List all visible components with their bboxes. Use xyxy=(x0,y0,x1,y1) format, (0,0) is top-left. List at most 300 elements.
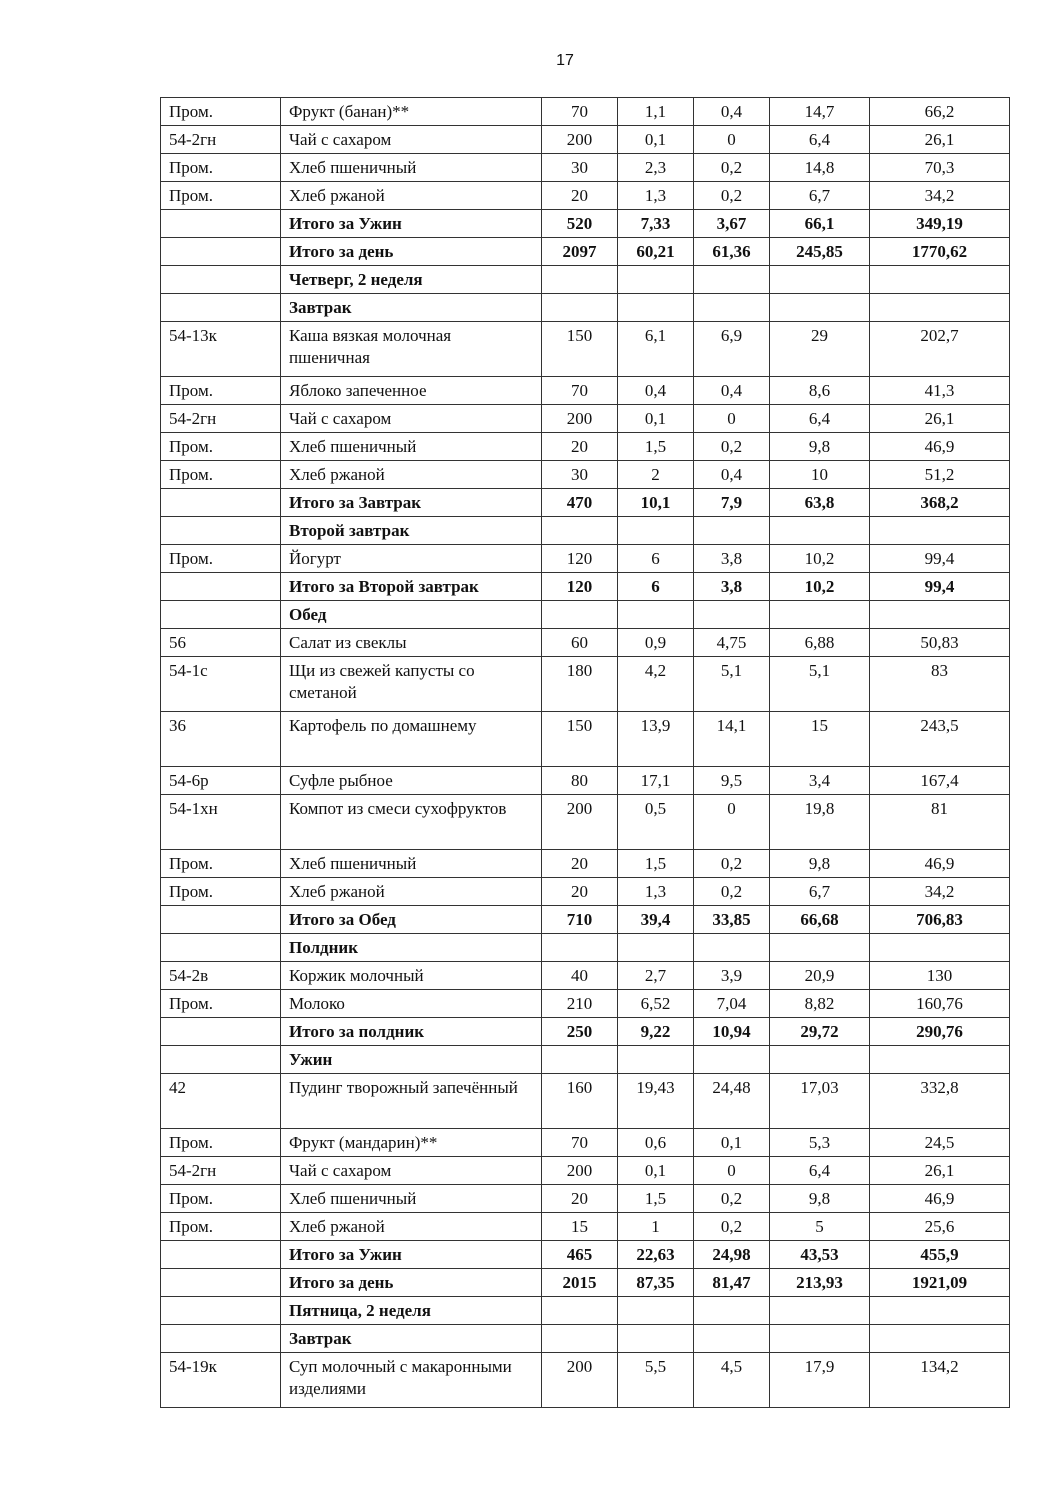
fat-cell: 0 xyxy=(694,795,770,850)
energy-cell xyxy=(870,1297,1010,1325)
carbs-cell: 29,72 xyxy=(770,1018,870,1046)
carbs-cell xyxy=(770,294,870,322)
energy-cell: 368,2 xyxy=(870,489,1010,517)
dish-name-cell: Щи из свежей капусты со сметаной xyxy=(281,657,542,712)
carbs-cell: 14,7 xyxy=(770,98,870,126)
portion-cell: 70 xyxy=(542,98,618,126)
portion-cell xyxy=(542,1297,618,1325)
protein-cell: 2,3 xyxy=(618,154,694,182)
dish-name-cell: Картофель по домашнему xyxy=(281,712,542,767)
portion-cell: 20 xyxy=(542,182,618,210)
fat-cell: 0,1 xyxy=(694,1129,770,1157)
dish-name-cell: Итого за день xyxy=(281,238,542,266)
protein-cell: 0,1 xyxy=(618,126,694,154)
recipe-code-cell xyxy=(161,1297,281,1325)
table-row xyxy=(161,98,1010,126)
carbs-cell: 10 xyxy=(770,461,870,489)
fat-cell: 24,48 xyxy=(694,1074,770,1129)
table-row xyxy=(161,934,1010,962)
carbs-cell: 15 xyxy=(770,712,870,767)
portion-cell: 30 xyxy=(542,154,618,182)
fat-cell xyxy=(694,934,770,962)
recipe-code-cell xyxy=(161,1325,281,1353)
table-row xyxy=(161,461,1010,489)
table-row xyxy=(161,850,1010,878)
carbs-cell: 6,4 xyxy=(770,126,870,154)
energy-cell: 66,2 xyxy=(870,98,1010,126)
portion-cell: 30 xyxy=(542,461,618,489)
portion-cell: 465 xyxy=(542,1241,618,1269)
carbs-cell: 9,8 xyxy=(770,1185,870,1213)
fat-cell: 0,4 xyxy=(694,98,770,126)
recipe-code-cell xyxy=(161,238,281,266)
portion-cell xyxy=(542,934,618,962)
dish-name-cell: Ужин xyxy=(281,1046,542,1074)
carbs-cell: 20,9 xyxy=(770,962,870,990)
energy-cell: 51,2 xyxy=(870,461,1010,489)
carbs-cell: 5,3 xyxy=(770,1129,870,1157)
energy-cell xyxy=(870,517,1010,545)
recipe-code-cell: Пром. xyxy=(161,461,281,489)
table-row xyxy=(161,601,1010,629)
dish-name-cell: Обед xyxy=(281,601,542,629)
table-row xyxy=(161,322,1010,377)
dish-name-cell: Хлеб ржаной xyxy=(281,878,542,906)
table-row xyxy=(161,154,1010,182)
recipe-code-cell xyxy=(161,1269,281,1297)
fat-cell: 0,2 xyxy=(694,1185,770,1213)
carbs-cell: 213,93 xyxy=(770,1269,870,1297)
fat-cell xyxy=(694,517,770,545)
recipe-code-cell: Пром. xyxy=(161,1129,281,1157)
protein-cell: 19,43 xyxy=(618,1074,694,1129)
protein-cell: 1,3 xyxy=(618,182,694,210)
carbs-cell xyxy=(770,601,870,629)
fat-cell: 81,47 xyxy=(694,1269,770,1297)
energy-cell xyxy=(870,1325,1010,1353)
dish-name-cell: Хлеб ржаной xyxy=(281,182,542,210)
energy-cell: 455,9 xyxy=(870,1241,1010,1269)
carbs-cell: 14,8 xyxy=(770,154,870,182)
energy-cell: 24,5 xyxy=(870,1129,1010,1157)
recipe-code-cell: 54-2гн xyxy=(161,1157,281,1185)
table-row xyxy=(161,1241,1010,1269)
table-row xyxy=(161,629,1010,657)
fat-cell: 0,2 xyxy=(694,433,770,461)
protein-cell: 5,5 xyxy=(618,1353,694,1408)
table-row xyxy=(161,266,1010,294)
dish-name-cell: Пятница, 2 неделя xyxy=(281,1297,542,1325)
portion-cell: 2015 xyxy=(542,1269,618,1297)
fat-cell: 0 xyxy=(694,126,770,154)
recipe-code-cell xyxy=(161,906,281,934)
protein-cell xyxy=(618,1046,694,1074)
table-row xyxy=(161,795,1010,850)
fat-cell xyxy=(694,294,770,322)
protein-cell: 1,5 xyxy=(618,850,694,878)
portion-cell: 80 xyxy=(542,767,618,795)
table-row xyxy=(161,433,1010,461)
fat-cell xyxy=(694,601,770,629)
fat-cell: 6,9 xyxy=(694,322,770,377)
recipe-code-cell: 54-6р xyxy=(161,767,281,795)
protein-cell: 1,5 xyxy=(618,1185,694,1213)
fat-cell: 0,2 xyxy=(694,878,770,906)
carbs-cell: 5 xyxy=(770,1213,870,1241)
portion-cell: 200 xyxy=(542,405,618,433)
carbs-cell xyxy=(770,1046,870,1074)
dish-name-cell: Чай с сахаром xyxy=(281,126,542,154)
fat-cell xyxy=(694,266,770,294)
fat-cell: 4,5 xyxy=(694,1353,770,1408)
portion-cell: 160 xyxy=(542,1074,618,1129)
carbs-cell: 6,4 xyxy=(770,405,870,433)
dish-name-cell: Чай с сахаром xyxy=(281,1157,542,1185)
protein-cell: 1,3 xyxy=(618,878,694,906)
protein-cell: 2 xyxy=(618,461,694,489)
protein-cell xyxy=(618,294,694,322)
dish-name-cell: Суп молочный с макаронными изделиями xyxy=(281,1353,542,1408)
portion-cell: 250 xyxy=(542,1018,618,1046)
fat-cell: 0,4 xyxy=(694,377,770,405)
table-row xyxy=(161,1353,1010,1408)
portion-cell xyxy=(542,1046,618,1074)
recipe-code-cell: Пром. xyxy=(161,154,281,182)
recipe-code-cell: Пром. xyxy=(161,850,281,878)
portion-cell: 20 xyxy=(542,433,618,461)
dish-name-cell: Итого за Ужин xyxy=(281,210,542,238)
dish-name-cell: Хлеб пшеничный xyxy=(281,433,542,461)
fat-cell xyxy=(694,1297,770,1325)
table-row xyxy=(161,1129,1010,1157)
fat-cell: 0,2 xyxy=(694,1213,770,1241)
portion-cell: 520 xyxy=(542,210,618,238)
table-row xyxy=(161,210,1010,238)
energy-cell: 46,9 xyxy=(870,1185,1010,1213)
carbs-cell xyxy=(770,517,870,545)
energy-cell xyxy=(870,934,1010,962)
energy-cell: 34,2 xyxy=(870,182,1010,210)
protein-cell: 39,4 xyxy=(618,906,694,934)
energy-cell: 46,9 xyxy=(870,850,1010,878)
fat-cell: 9,5 xyxy=(694,767,770,795)
table-row xyxy=(161,405,1010,433)
table-row xyxy=(161,1074,1010,1129)
table-row xyxy=(161,1269,1010,1297)
portion-cell xyxy=(542,1325,618,1353)
recipe-code-cell xyxy=(161,934,281,962)
energy-cell: 26,1 xyxy=(870,405,1010,433)
dish-name-cell: Компот из смеси сухофруктов xyxy=(281,795,542,850)
recipe-code-cell: 54-1с xyxy=(161,657,281,712)
carbs-cell: 8,6 xyxy=(770,377,870,405)
carbs-cell xyxy=(770,266,870,294)
recipe-code-cell: 54-1хн xyxy=(161,795,281,850)
protein-cell: 0,1 xyxy=(618,1157,694,1185)
portion-cell: 70 xyxy=(542,377,618,405)
recipe-code-cell: Пром. xyxy=(161,98,281,126)
carbs-cell: 5,1 xyxy=(770,657,870,712)
dish-name-cell: Хлеб пшеничный xyxy=(281,154,542,182)
protein-cell xyxy=(618,601,694,629)
portion-cell: 150 xyxy=(542,712,618,767)
table-row xyxy=(161,1213,1010,1241)
table-row xyxy=(161,906,1010,934)
carbs-cell: 66,68 xyxy=(770,906,870,934)
carbs-cell: 10,2 xyxy=(770,573,870,601)
carbs-cell xyxy=(770,934,870,962)
table-row xyxy=(161,657,1010,712)
protein-cell: 0,9 xyxy=(618,629,694,657)
dish-name-cell: Хлеб пшеничный xyxy=(281,850,542,878)
protein-cell: 10,1 xyxy=(618,489,694,517)
table-row xyxy=(161,517,1010,545)
energy-cell: 34,2 xyxy=(870,878,1010,906)
recipe-code-cell: Пром. xyxy=(161,545,281,573)
protein-cell: 9,22 xyxy=(618,1018,694,1046)
table-row xyxy=(161,294,1010,322)
dish-name-cell: Полдник xyxy=(281,934,542,962)
fat-cell: 7,9 xyxy=(694,489,770,517)
protein-cell: 1,1 xyxy=(618,98,694,126)
fat-cell: 0,2 xyxy=(694,154,770,182)
table-row xyxy=(161,545,1010,573)
portion-cell: 200 xyxy=(542,1157,618,1185)
protein-cell: 22,63 xyxy=(618,1241,694,1269)
fat-cell: 24,98 xyxy=(694,1241,770,1269)
table-row xyxy=(161,990,1010,1018)
protein-cell: 0,5 xyxy=(618,795,694,850)
fat-cell: 0,2 xyxy=(694,182,770,210)
carbs-cell: 17,9 xyxy=(770,1353,870,1408)
protein-cell xyxy=(618,266,694,294)
energy-cell: 26,1 xyxy=(870,1157,1010,1185)
dish-name-cell: Второй завтрак xyxy=(281,517,542,545)
dish-name-cell: Салат из свеклы xyxy=(281,629,542,657)
energy-cell: 1921,09 xyxy=(870,1269,1010,1297)
recipe-code-cell xyxy=(161,1018,281,1046)
dish-name-cell: Хлеб ржаной xyxy=(281,1213,542,1241)
carbs-cell: 19,8 xyxy=(770,795,870,850)
portion-cell: 40 xyxy=(542,962,618,990)
protein-cell: 0,6 xyxy=(618,1129,694,1157)
dish-name-cell: Йогурт xyxy=(281,545,542,573)
fat-cell: 0,4 xyxy=(694,461,770,489)
table-row xyxy=(161,1297,1010,1325)
recipe-code-cell: 56 xyxy=(161,629,281,657)
energy-cell: 243,5 xyxy=(870,712,1010,767)
table-row xyxy=(161,238,1010,266)
energy-cell: 99,4 xyxy=(870,573,1010,601)
dish-name-cell: Молоко xyxy=(281,990,542,1018)
fat-cell: 5,1 xyxy=(694,657,770,712)
dish-name-cell: Яблоко запеченное xyxy=(281,377,542,405)
dish-name-cell: Хлеб ржаной xyxy=(281,461,542,489)
carbs-cell: 17,03 xyxy=(770,1074,870,1129)
recipe-code-cell xyxy=(161,210,281,238)
carbs-cell: 10,2 xyxy=(770,545,870,573)
recipe-code-cell: Пром. xyxy=(161,182,281,210)
dish-name-cell: Пудинг творожный запечённый xyxy=(281,1074,542,1129)
table-row xyxy=(161,1046,1010,1074)
table-row xyxy=(161,1157,1010,1185)
energy-cell: 160,76 xyxy=(870,990,1010,1018)
recipe-code-cell: 54-2в xyxy=(161,962,281,990)
carbs-cell: 3,4 xyxy=(770,767,870,795)
dish-name-cell: Четверг, 2 неделя xyxy=(281,266,542,294)
recipe-code-cell: 54-19к xyxy=(161,1353,281,1408)
fat-cell: 3,8 xyxy=(694,545,770,573)
dish-name-cell: Фрукт (мандарин)** xyxy=(281,1129,542,1157)
protein-cell: 1,5 xyxy=(618,433,694,461)
fat-cell: 33,85 xyxy=(694,906,770,934)
energy-cell: 332,8 xyxy=(870,1074,1010,1129)
recipe-code-cell: 42 xyxy=(161,1074,281,1129)
energy-cell xyxy=(870,1046,1010,1074)
table-row xyxy=(161,489,1010,517)
energy-cell: 99,4 xyxy=(870,545,1010,573)
recipe-code-cell: Пром. xyxy=(161,878,281,906)
portion-cell: 120 xyxy=(542,545,618,573)
recipe-code-cell: Пром. xyxy=(161,377,281,405)
carbs-cell: 9,8 xyxy=(770,850,870,878)
recipe-code-cell: Пром. xyxy=(161,990,281,1018)
energy-cell: 349,19 xyxy=(870,210,1010,238)
carbs-cell: 6,7 xyxy=(770,182,870,210)
fat-cell: 10,94 xyxy=(694,1018,770,1046)
energy-cell: 1770,62 xyxy=(870,238,1010,266)
recipe-code-cell xyxy=(161,573,281,601)
energy-cell: 25,6 xyxy=(870,1213,1010,1241)
recipe-code-cell xyxy=(161,266,281,294)
protein-cell xyxy=(618,1297,694,1325)
energy-cell: 706,83 xyxy=(870,906,1010,934)
portion-cell xyxy=(542,294,618,322)
protein-cell: 17,1 xyxy=(618,767,694,795)
energy-cell: 83 xyxy=(870,657,1010,712)
dish-name-cell: Итого за день xyxy=(281,1269,542,1297)
protein-cell: 6 xyxy=(618,545,694,573)
portion-cell: 2097 xyxy=(542,238,618,266)
energy-cell xyxy=(870,294,1010,322)
dish-name-cell: Завтрак xyxy=(281,1325,542,1353)
energy-cell: 290,76 xyxy=(870,1018,1010,1046)
carbs-cell: 8,82 xyxy=(770,990,870,1018)
fat-cell: 0,2 xyxy=(694,850,770,878)
protein-cell: 7,33 xyxy=(618,210,694,238)
carbs-cell: 6,7 xyxy=(770,878,870,906)
protein-cell: 60,21 xyxy=(618,238,694,266)
portion-cell: 20 xyxy=(542,850,618,878)
dish-name-cell: Итого за Завтрак xyxy=(281,489,542,517)
portion-cell xyxy=(542,601,618,629)
energy-cell: 81 xyxy=(870,795,1010,850)
protein-cell: 6,52 xyxy=(618,990,694,1018)
portion-cell: 210 xyxy=(542,990,618,1018)
protein-cell: 6 xyxy=(618,573,694,601)
recipe-code-cell xyxy=(161,1046,281,1074)
dish-name-cell: Коржик молочный xyxy=(281,962,542,990)
carbs-cell: 6,4 xyxy=(770,1157,870,1185)
menu-table xyxy=(160,97,1010,1408)
recipe-code-cell xyxy=(161,489,281,517)
fat-cell: 14,1 xyxy=(694,712,770,767)
recipe-code-cell: 36 xyxy=(161,712,281,767)
table-row xyxy=(161,1018,1010,1046)
energy-cell: 167,4 xyxy=(870,767,1010,795)
fat-cell: 3,8 xyxy=(694,573,770,601)
fat-cell: 61,36 xyxy=(694,238,770,266)
dish-name-cell: Фрукт (банан)** xyxy=(281,98,542,126)
portion-cell: 150 xyxy=(542,322,618,377)
dish-name-cell: Итого за Ужин xyxy=(281,1241,542,1269)
fat-cell: 7,04 xyxy=(694,990,770,1018)
dish-name-cell: Итого за полдник xyxy=(281,1018,542,1046)
energy-cell: 26,1 xyxy=(870,126,1010,154)
energy-cell: 70,3 xyxy=(870,154,1010,182)
portion-cell: 20 xyxy=(542,1185,618,1213)
carbs-cell: 66,1 xyxy=(770,210,870,238)
fat-cell: 3,67 xyxy=(694,210,770,238)
table-row xyxy=(161,573,1010,601)
dish-name-cell: Суфле рыбное xyxy=(281,767,542,795)
fat-cell: 0 xyxy=(694,405,770,433)
fat-cell xyxy=(694,1046,770,1074)
energy-cell: 134,2 xyxy=(870,1353,1010,1408)
table-row xyxy=(161,767,1010,795)
dish-name-cell: Каша вязкая молочная пшеничная xyxy=(281,322,542,377)
recipe-code-cell: Пром. xyxy=(161,1213,281,1241)
portion-cell xyxy=(542,266,618,294)
recipe-code-cell: 54-2гн xyxy=(161,126,281,154)
recipe-code-cell xyxy=(161,601,281,629)
dish-name-cell: Хлеб пшеничный xyxy=(281,1185,542,1213)
carbs-cell: 9,8 xyxy=(770,433,870,461)
fat-cell: 4,75 xyxy=(694,629,770,657)
dish-name-cell: Завтрак xyxy=(281,294,542,322)
portion-cell: 470 xyxy=(542,489,618,517)
protein-cell: 0,4 xyxy=(618,377,694,405)
table-row xyxy=(161,377,1010,405)
protein-cell: 2,7 xyxy=(618,962,694,990)
dish-name-cell: Итого за Второй завтрак xyxy=(281,573,542,601)
table-row xyxy=(161,712,1010,767)
energy-cell: 202,7 xyxy=(870,322,1010,377)
portion-cell: 180 xyxy=(542,657,618,712)
recipe-code-cell: Пром. xyxy=(161,433,281,461)
portion-cell: 15 xyxy=(542,1213,618,1241)
recipe-code-cell xyxy=(161,294,281,322)
portion-cell: 120 xyxy=(542,573,618,601)
energy-cell: 41,3 xyxy=(870,377,1010,405)
portion-cell: 200 xyxy=(542,795,618,850)
table-row xyxy=(161,1325,1010,1353)
page-number: 17 xyxy=(556,52,574,69)
recipe-code-cell xyxy=(161,1241,281,1269)
dish-name-cell: Чай с сахаром xyxy=(281,405,542,433)
energy-cell xyxy=(870,266,1010,294)
table-row xyxy=(161,182,1010,210)
fat-cell xyxy=(694,1325,770,1353)
recipe-code-cell xyxy=(161,517,281,545)
recipe-code-cell: 54-13к xyxy=(161,322,281,377)
carbs-cell: 245,85 xyxy=(770,238,870,266)
portion-cell xyxy=(542,517,618,545)
protein-cell xyxy=(618,517,694,545)
protein-cell xyxy=(618,934,694,962)
carbs-cell: 6,88 xyxy=(770,629,870,657)
protein-cell: 0,1 xyxy=(618,405,694,433)
